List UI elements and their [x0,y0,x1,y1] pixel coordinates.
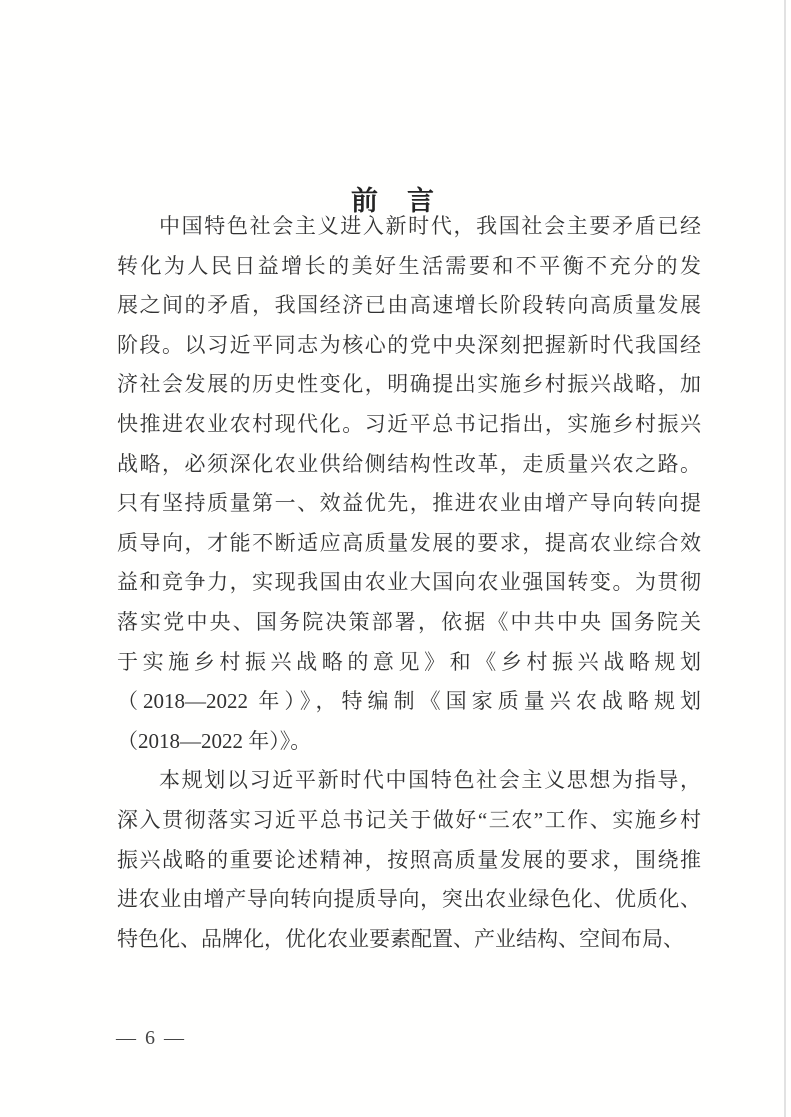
document-body [117,207,701,959]
text-line: 战略，必须深化农业供给侧结构性改革，走质量兴农之路。 [117,451,701,476]
text-line: 快推进农业农村现代化。习近平总书记指出，实施乡村振兴 [117,411,701,436]
text-line: 深入贯彻落实习近平总书记关于做好“三农”工作、实施乡村 [117,807,701,832]
text-line: 转化为人民日益增长的美好生活需要和不平衡不充分的发 [117,253,701,278]
text-line: 展之间的矛盾，我国经济已由高速增长阶段转向高质量发展 [117,293,701,318]
text-line: 只有坚持质量第一、效益优先，推进农业由增产导向转向提 [117,491,701,516]
page-title: 前 言 [351,186,435,217]
text-line: 进农业由增产导向转向提质导向，突出农业绿色化、优质化、 [117,887,701,912]
page-number: — 6 — [116,1027,186,1049]
text-line: 质导向，才能不断适应高质量发展的要求，提高农业综合效 [117,530,701,555]
page-footer [116,1027,186,1049]
text-line: 落实党中央、国务院决策部署，依据《中共中央 国务院关 [117,609,701,634]
text-line: 特色化、品牌化，优化农业要素配置、产业结构、空间布局、 [117,926,684,951]
text-line: 本规划以习近平新时代中国特色社会主义思想为指导， [159,768,701,793]
text-line: 中国特色社会主义进入新时代，我国社会主要矛盾已经 [159,214,701,238]
text-line: 益和竞争力，实现我国由农业大国向农业强国转变。为贯彻 [117,570,701,595]
text-line: 阶段。以习近平同志为核心的党中央深刻把握新时代我国经 [117,332,701,357]
text-line: 济社会发展的历史性变化，明确提出实施乡村振兴战略，加 [117,372,701,397]
text-line: 于实施乡村振兴战略的意见》和《乡村振兴战略规划 [117,649,701,674]
scan-edge-line [784,0,786,1117]
text-line: （2018—2022 年）》，特编制《国家质量兴农战略规划 [117,689,701,714]
text-line: （2018—2022 年）》。 [117,728,312,753]
text-line: 振兴战略的重要论述精神，按照高质量发展的要求，围绕推 [117,847,701,872]
